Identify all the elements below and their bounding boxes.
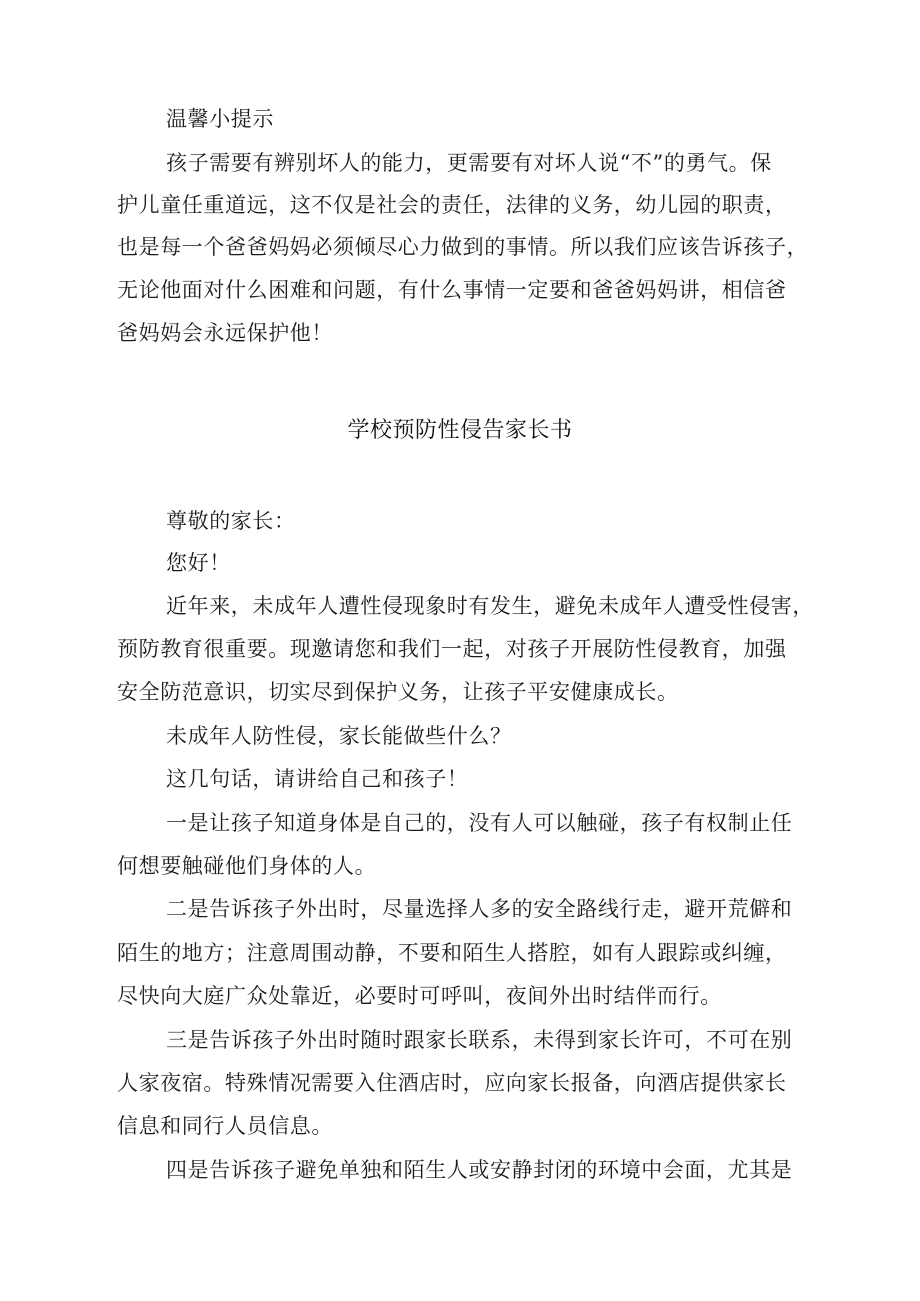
point3-line: 人家夜宿。特殊情况需要入住酒店时，应向家长报备，向酒店提供家长 bbox=[117, 1071, 787, 1095]
letter-greeting: 您好！ bbox=[166, 551, 231, 575]
letter-prompt: 这几句话，请讲给自己和孩子！ bbox=[166, 767, 469, 791]
tip-line: 爸妈妈会永远保护他！ bbox=[117, 321, 333, 345]
letter-intro-line: 近年来，未成年人遭性侵现象时有发生，避免未成年人遭受性侵害， bbox=[166, 594, 814, 618]
point3-line: 三是告诉孩子外出时随时跟家长联系，未得到家长许可，不可在别 bbox=[166, 1028, 793, 1052]
letter-intro-line: 预防教育很重要。现邀请您和我们一起，对孩子开展防性侵教育，加强 bbox=[117, 637, 787, 661]
letter-question: 未成年人防性侵，家长能做些什么？ bbox=[166, 724, 512, 748]
point2-line: 尽快向大庭广众处靠近，必要时可呼叫，夜间外出时结伴而行。 bbox=[117, 984, 722, 1008]
point2-line: 二是告诉孩子外出时，尽量选择人多的安全路线行走，避开荒僻和 bbox=[166, 897, 793, 921]
tip-heading: 温馨小提示 bbox=[166, 107, 274, 131]
tip-line: 无论他面对什么困难和问题，有什么事情一定要和爸爸妈妈讲，相信爸 bbox=[117, 278, 787, 302]
letter-salutation: 尊敬的家长： bbox=[166, 509, 296, 533]
point1-line: 何想要触碰他们身体的人。 bbox=[117, 854, 377, 878]
point3-line: 信息和同行人员信息。 bbox=[117, 1114, 333, 1138]
point2-line: 陌生的地方；注意周围动静，不要和陌生人搭腔，如有人跟踪或纠缠， bbox=[117, 941, 787, 965]
tip-line: 孩子需要有辨别坏人的能力，更需要有对坏人说“不”的勇气。保 bbox=[166, 151, 772, 175]
point4-line: 四是告诉孩子避免单独和陌生人或安静封闭的环境中会面，尤其是 bbox=[166, 1158, 793, 1182]
tip-line: 也是每一个爸爸妈妈必须倾尽心力做到的事情。所以我们应该告诉孩子， bbox=[117, 235, 809, 259]
letter-intro-line: 安全防范意识，切实尽到保护义务，让孩子平安健康成长。 bbox=[117, 680, 679, 704]
point1-line: 一是让孩子知道身体是自己的，没有人可以触碰，孩子有权制止任 bbox=[166, 811, 793, 835]
tip-line: 护儿童任重道远，这不仅是社会的责任，法律的义务，幼儿园的职责， bbox=[117, 193, 787, 217]
letter-title: 学校预防性侵告家长书 bbox=[347, 418, 573, 443]
